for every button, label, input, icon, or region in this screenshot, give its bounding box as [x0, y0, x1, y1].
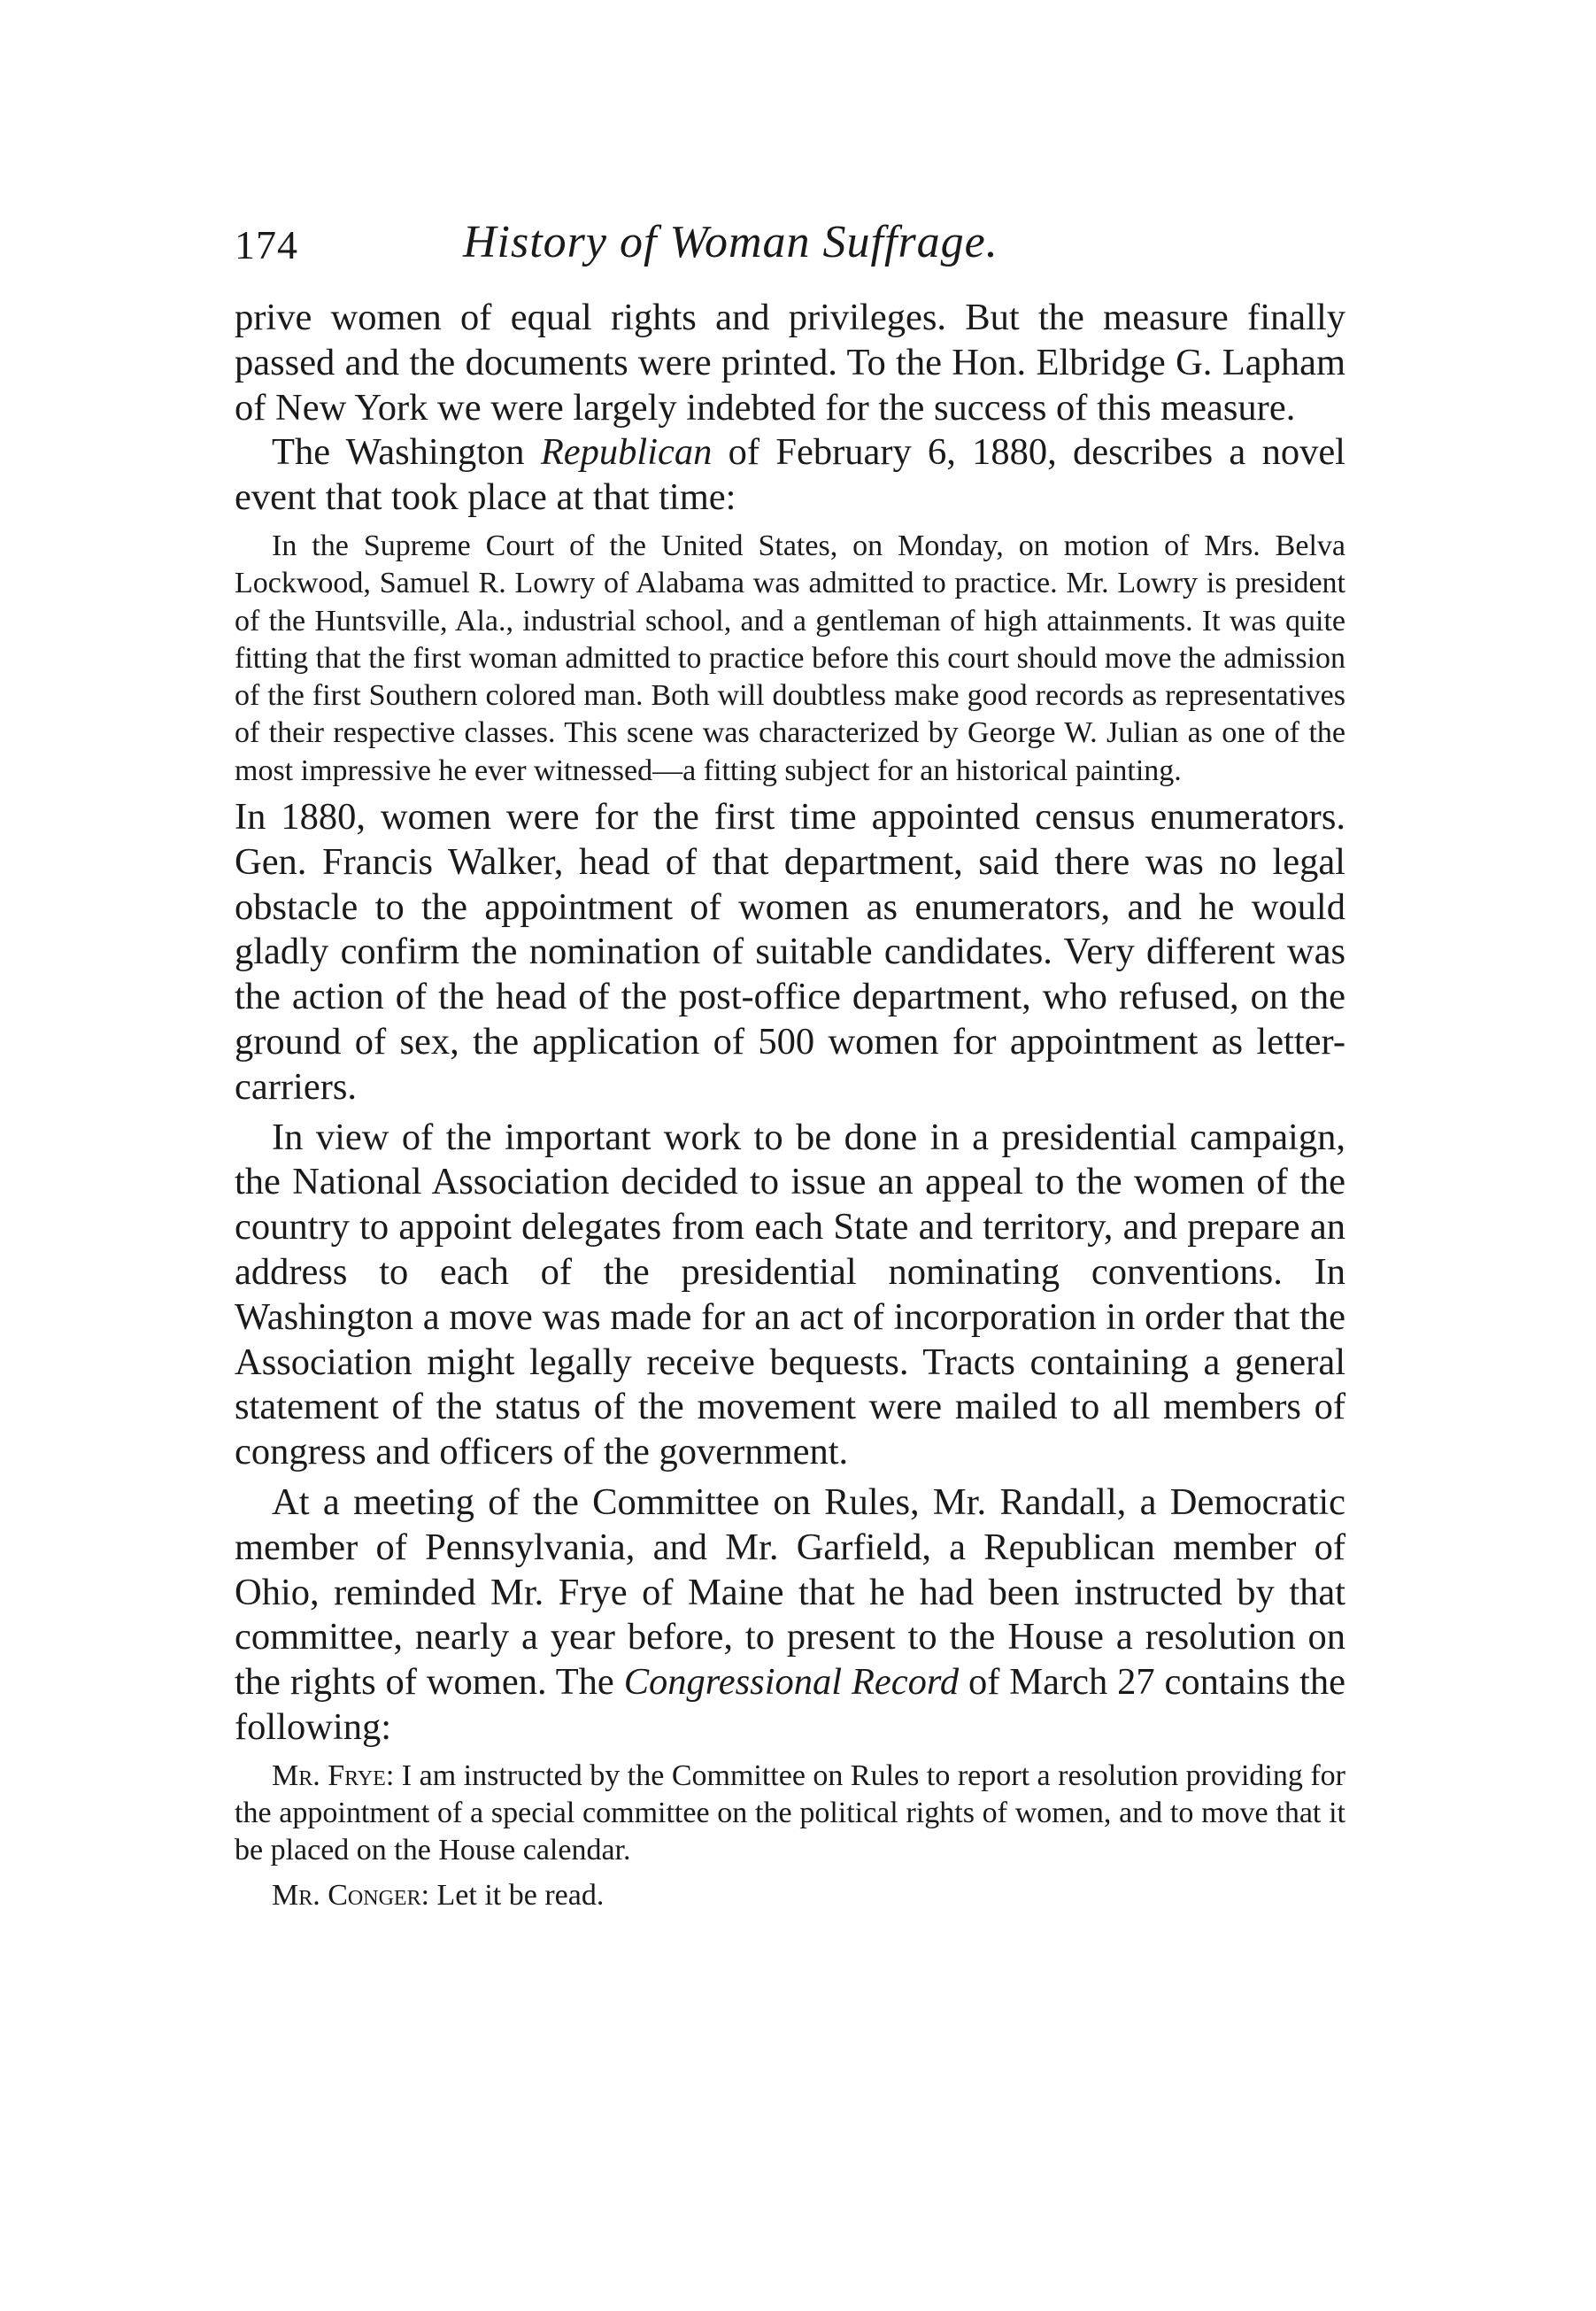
paragraph-2 — [235, 430, 1345, 521]
newspaper-title: Republican — [540, 431, 713, 474]
paragraph-1: prive women of equal rights and privileges. But the measure finally passed and the documents were printed. To the Hon. Elbridge G. Lapham of New York we were largely indebted for the success of this measure. — [235, 297, 1345, 429]
paragraph-4: In view of the important work to be done in a presidential campaign, the National Association decided to issue an appeal to the women of the country to appoint delegates from each State and territory, and prepare an address to each of the presidential nominating conventions. In Washington a move was made for an act of incorporation in order that the Association might legally receive bequests. Tracts containing a general statement of the status of the movement were mailed to all members of congress and officers of the government. — [235, 1116, 1345, 1473]
page-number: 174 — [235, 222, 298, 267]
speaker-conger: Mr. Conger — [272, 1878, 421, 1912]
paragraph-2-rest: of February 6, 1880, describes a novel event that took place at that time: — [235, 431, 1345, 519]
running-head — [235, 217, 1345, 285]
frye-statement: : I am instructed by the Committee on Rules to report a resolution providing for the appointment of a special committee on the political rights of women, and to move that it be placed on the House calendar. — [235, 1758, 1346, 1867]
paragraph-5-rest: of March 27 contains the following: — [235, 1661, 1345, 1748]
quotation-frye — [235, 1758, 1345, 1870]
conger-statement: : Let it be read. — [420, 1878, 605, 1912]
quotation-republican: In the Supreme Court of the United States, on Monday, on motion of Mrs. Belva Lockwood, Samuel R. Lowry of Alabama was admitted to practice. Mr. Lowry is president of the Huntsville, Ala., industrial school, and a gentleman of high attainments. It was quite fitting that the first woman admitted to practice before this court should move the admission of the first Southern colored man. Both will doubtless make good records as representatives of their respective classes. This scene was characterized by George W. Julian as one of the most impressive he ever witnessed—a fitting subject for an historical painting. — [235, 529, 1345, 787]
paragraph-3: In 1880, women were for the first time appointed census enumerators. Gen. Francis Walker, head of that department, said there was no legal obstacle to the appointment of women as enumerators, and he would gladly confirm the nomination of suitable candidates. Very different was the action of the head of the post-office department, who refused, on the ground of sex, the application of 500 women for appointment as letter-carriers. — [235, 796, 1345, 1108]
quotation-conger — [235, 1877, 1345, 1914]
speaker-frye: Mr. Frye — [272, 1758, 386, 1792]
paragraph-2-lead: The Washington — [272, 431, 541, 474]
paragraph-5-lead: At a meeting of the Committee on Rules, Mr. Randall, a Democratic member of Pennsylvania, and Mr. Garfield, a Republican member of Ohio, reminded Mr. Frye of Maine that he had been instructed by that committee, nearly a year before, to present to the House a resolution on the rights of women. The — [235, 1481, 1345, 1704]
record-title: Congressional Record — [623, 1661, 960, 1704]
book-page — [235, 217, 1346, 1920]
paragraph-5 — [235, 1480, 1345, 1751]
running-title: History of Woman Suffrage. — [463, 217, 998, 267]
